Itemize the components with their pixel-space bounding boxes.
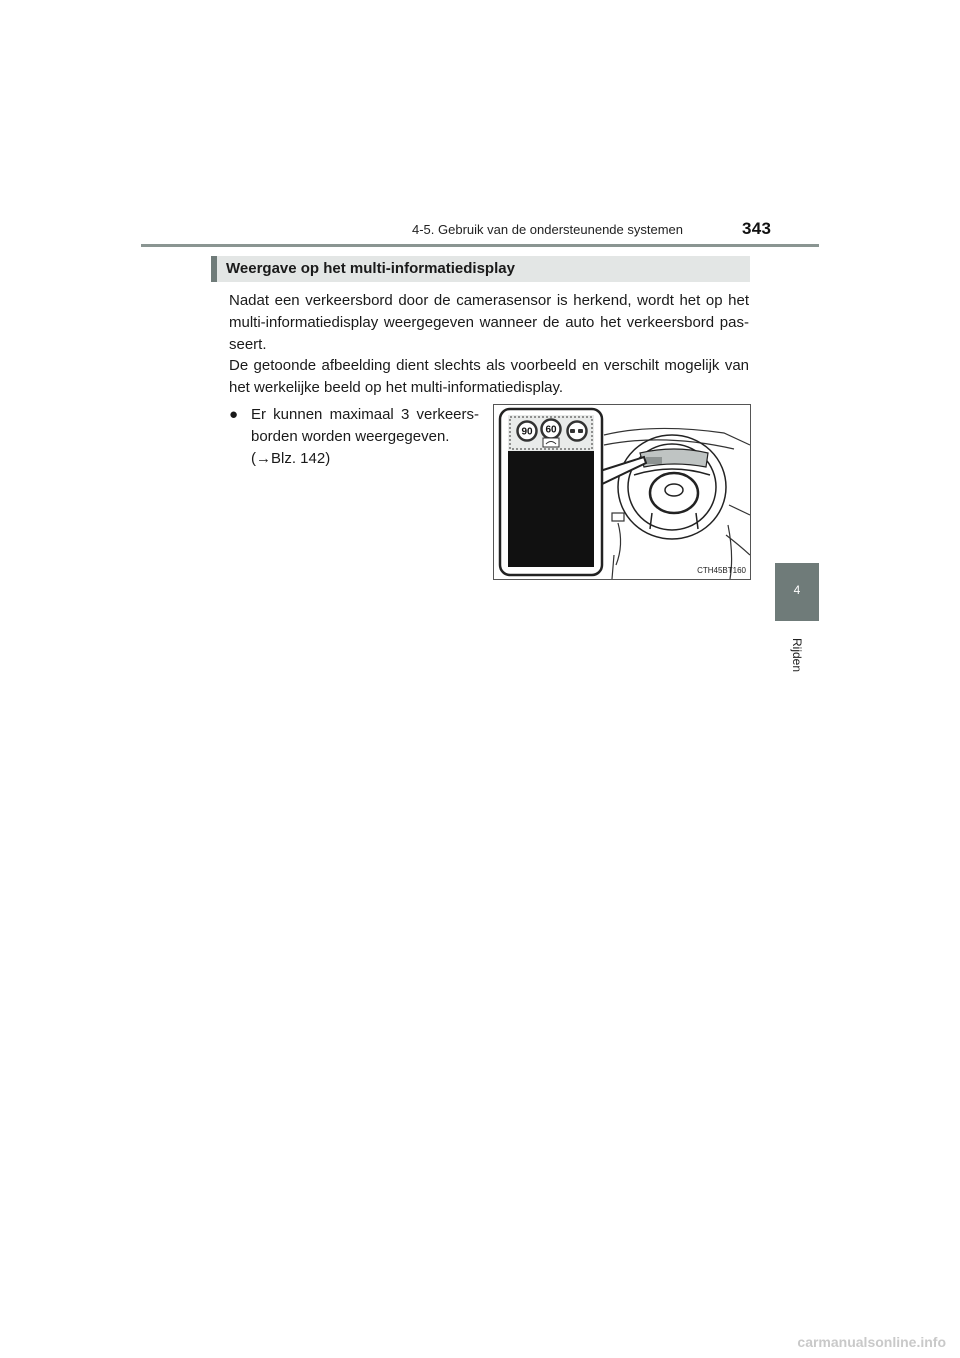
body-paragraph-1: Nadat een verkeersbord door de camerasensor is herkend, wordt het op het multi-informatiedisplay weergegeven wanneer de auto het verkeersbord pas-seert. (229, 292, 749, 353)
speed-limit-sign-60-text: 60 (545, 424, 557, 436)
page-number: 343 (742, 219, 772, 238)
section-title: Weergave op het multi-informatiedisplay (226, 260, 515, 277)
chapter-label-text: Rijden (790, 637, 804, 673)
cluster-display (640, 449, 708, 467)
header-section-text: 4-5. Gebruik van de ondersteunende systemen (412, 222, 684, 237)
dashboard-figure (493, 404, 751, 580)
chapter-tab (775, 563, 819, 621)
chapter-number: 4 (793, 583, 801, 597)
figure-code: CTH45BT160 (697, 566, 746, 575)
chapter-label (775, 630, 819, 680)
bullet-text: Er kunnen maximaal 3 verkeers-borden worden weergegeven. (251, 406, 479, 445)
bullet-icon: ● (229, 406, 239, 423)
section-heading-bar (211, 256, 750, 282)
section-heading-accent (211, 256, 217, 282)
body-paragraph-2: De getoonde afbeelding dient slechts als voorbeeld en verschilt mogelijk van het werkelijke beeld op het multi-informatiedisplay. (229, 357, 749, 396)
callout-lines (600, 457, 646, 485)
watermark: carmanualsonline.info (797, 1334, 946, 1350)
dashboard-illustration (494, 405, 750, 579)
no-overtaking-sign-icon (568, 422, 587, 441)
speed-limit-sign-90-text: 90 (521, 426, 533, 438)
bullet-page-reference: (→Blz. 142) (251, 450, 331, 467)
header-rule (141, 244, 819, 247)
